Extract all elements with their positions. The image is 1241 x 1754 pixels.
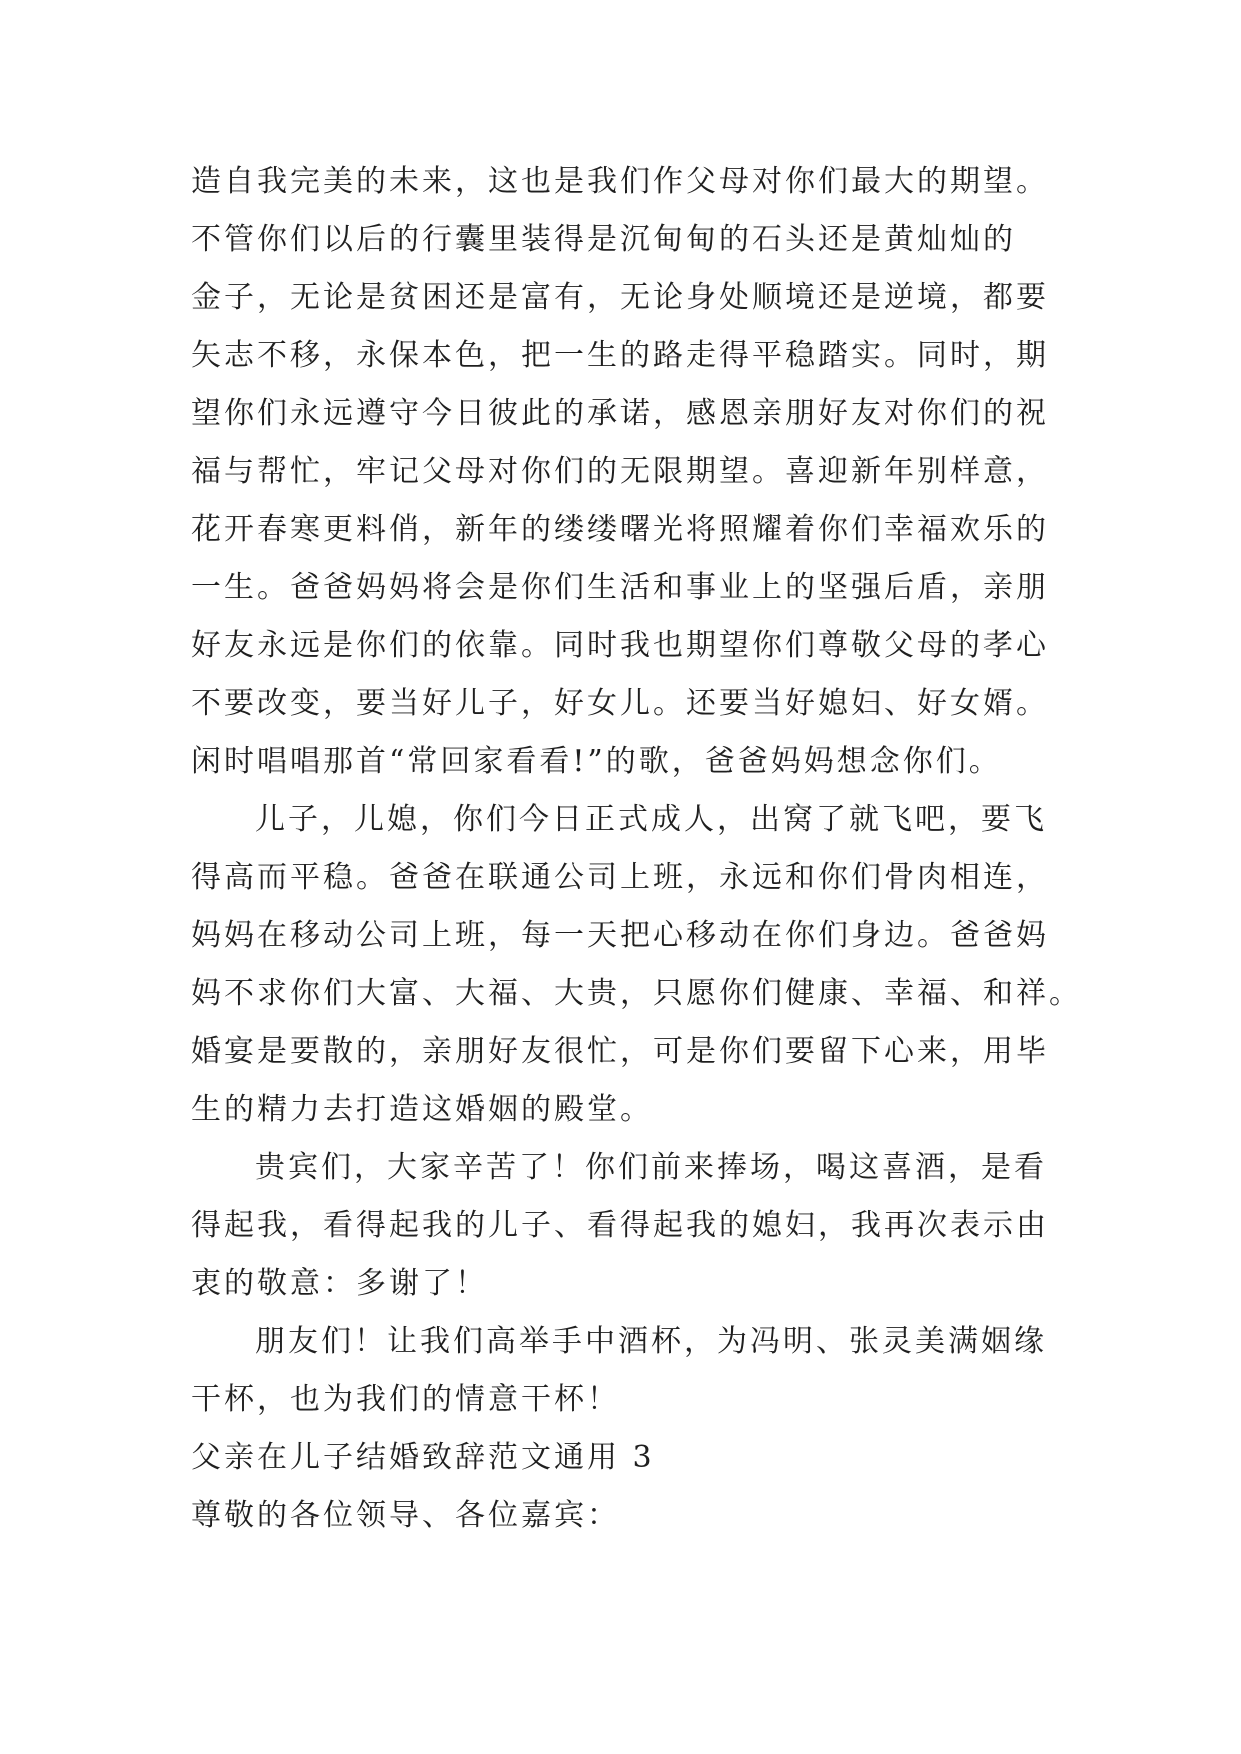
section-heading: 父亲在儿子结婚致辞范文通用 3 <box>191 1440 655 1475</box>
text-line: 一生。爸爸妈妈将会是你们生活和事业上的坚强后盾，亲朋 <box>191 570 1049 605</box>
text-line: 生的精力去打造这婚姻的殿堂。 <box>191 1092 653 1127</box>
text-line: 妈不求你们大富、大福、大贵，只愿你们健康、幸福、和祥。 <box>191 976 1082 1011</box>
text-line: 干杯，也为我们的情意干杯！ <box>191 1382 620 1417</box>
text-line: 不要改变，要当好儿子，好女儿。还要当好媳妇、好女婿。 <box>191 686 1049 721</box>
text-line: 得起我，看得起我的儿子、看得起我的媳妇，我再次表示由 <box>191 1208 1049 1243</box>
text-line: 福与帮忙，牢记父母对你们的无限期望。喜迎新年别样意， <box>191 454 1049 489</box>
text-line: 花开春寒更料俏，新年的缕缕曙光将照耀着你们幸福欢乐的 <box>191 512 1049 547</box>
body-text <box>191 153 1082 1545</box>
salutation-line: 尊敬的各位领导、各位嘉宾： <box>191 1498 620 1533</box>
text-line: 衷的敬意：多谢了！ <box>191 1266 488 1301</box>
text-line: 得高而平稳。爸爸在联通公司上班，永远和你们骨肉相连， <box>191 860 1049 895</box>
paragraph-start-line: 朋友们！让我们高举手中酒杯，为冯明、张灵美满姻缘 <box>255 1324 1047 1359</box>
text-line: 造自我完美的未来，这也是我们作父母对你们最大的期望。 <box>191 164 1049 199</box>
text-line: 妈妈在移动公司上班，每一天把心移动在你们身边。爸爸妈 <box>191 918 1049 953</box>
text-line: 金子，无论是贫困还是富有，无论身处顺境还是逆境，都要 <box>191 280 1049 315</box>
text-line: 不管你们以后的行囊里装得是沉甸甸的石头还是黄灿灿的 <box>191 222 1016 257</box>
text-line: 好友永远是你们的依靠。同时我也期望你们尊敬父母的孝心 <box>191 628 1049 663</box>
text-line: 矢志不移，永保本色，把一生的路走得平稳踏实。同时，期 <box>191 338 1049 373</box>
paragraph-start-line: 贵宾们，大家辛苦了！你们前来捧场，喝这喜酒，是看 <box>255 1150 1047 1185</box>
text-line: 婚宴是要散的，亲朋好友很忙，可是你们要留下心来，用毕 <box>191 1034 1049 1069</box>
paragraph-start-line: 儿子，儿媳，你们今日正式成人，出窝了就飞吧，要飞 <box>255 802 1047 837</box>
text-line: 望你们永远遵守今日彼此的承诺，感恩亲朋好友对你们的祝 <box>191 396 1049 431</box>
text-line: 闲时唱唱那首“常回家看看!”的歌，爸爸妈妈想念你们。 <box>191 744 1002 779</box>
